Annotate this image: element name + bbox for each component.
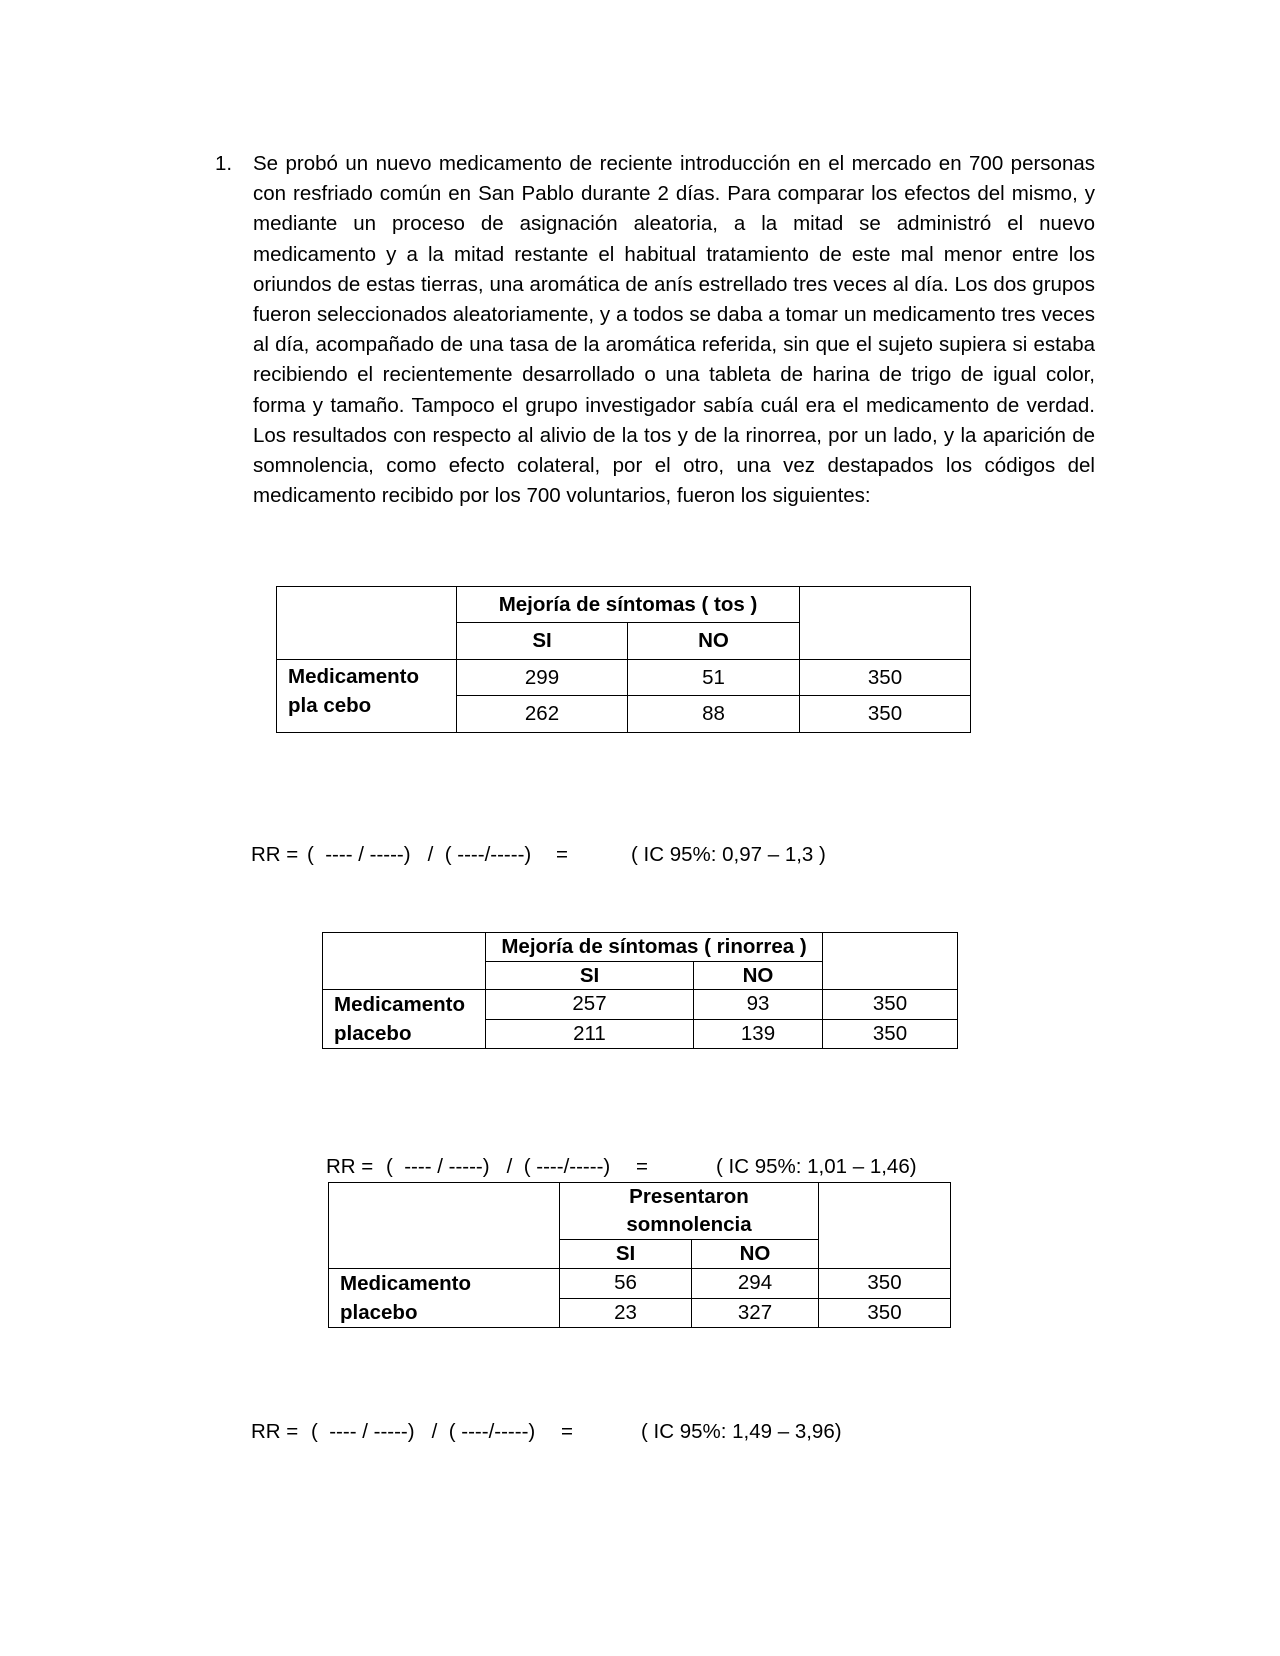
table-cell: 93 (694, 990, 823, 1020)
rr-equals: = (561, 1420, 573, 1443)
table-cell: 350 (800, 660, 971, 696)
rr-label: RR = (251, 843, 299, 866)
col-no: NO (694, 962, 823, 990)
table-cell: 327 (692, 1298, 819, 1328)
rr-equals: = (556, 843, 568, 866)
table-corner (277, 587, 457, 660)
table-tos (276, 586, 971, 733)
question-text: Se probó un nuevo medicamento de reciente introducción en el mercado en 700 personas con resfriado común en San Pablo durante 2 días. Para comparar los efectos del mismo, y mediante un proceso de asignación aleatoria, a la mitad se administró el nuevo medicamento y a la mitad restante el habitual tratamiento de este mal menor entre los oriundos de estas tierras, una aromática de anís estrellado tres veces al día. Los dos grupos fueron seleccionados aleatoriamente, y a todos se daba a tomar un medicamento tres veces al día, acompañado de una tasa de la aromática referida, sin que el sujeto supiera si estaba recibiendo el recientemente desarrollado o una tableta de harina de trigo de igual color, forma y tamaño. Tampoco el grupo investigador sabía cuál era el medicamento de verdad. Los resultados con respecto al alivio de la tos y de la rinorrea, por un lado, y la aparición de somnolencia, como efecto colateral, por el otro, una vez destapados los códigos del medicamento recibido por los 700 voluntarios, fueron los siguientes: (253, 152, 1095, 508)
table-header: Mejoría de síntomas ( rinorrea ) (486, 933, 823, 962)
table-cell: 139 (694, 1019, 823, 1049)
header-line-1: Presentaron (629, 1185, 749, 1208)
rr-ci: ( IC 95%: 0,97 – 1,3 ) (631, 843, 826, 866)
rr-label: RR = (251, 1420, 299, 1443)
col-si: SI (486, 962, 694, 990)
rr-formula-3 (251, 1420, 842, 1540)
table-cell: 350 (819, 1269, 951, 1299)
table-cell: 51 (628, 660, 800, 696)
table-cell: 262 (457, 696, 628, 733)
row-label-placebo: pla cebo (288, 694, 372, 717)
table-cell: 350 (823, 990, 958, 1020)
table-cell: 299 (457, 660, 628, 696)
row-label-placebo: placebo (334, 1022, 412, 1045)
row-labels (329, 1269, 560, 1328)
row-labels (323, 990, 486, 1049)
col-si: SI (457, 623, 628, 660)
table-header: Mejoría de síntomas ( tos ) (457, 587, 800, 623)
header-line-2: somnolencia (626, 1213, 752, 1236)
table-cell: 211 (486, 1019, 694, 1049)
table-cell: 56 (560, 1269, 692, 1299)
table-header (560, 1183, 819, 1240)
rr-expression: ( ---- / -----) / ( ----/-----) (386, 1155, 611, 1178)
table-somnolencia (328, 1182, 951, 1328)
row-label-medicamento: Medicamento (334, 993, 465, 1016)
table-cell: 88 (628, 696, 800, 733)
table-cell: 350 (823, 1019, 958, 1049)
table-cell: 257 (486, 990, 694, 1020)
col-si: SI (560, 1240, 692, 1269)
table-rinorrea (322, 932, 958, 1049)
table-total-header (823, 933, 958, 990)
rr-label: RR = (326, 1155, 374, 1178)
question-number: 1. (215, 152, 233, 175)
col-no: NO (692, 1240, 819, 1269)
table-cell: 350 (819, 1298, 951, 1328)
table-corner (329, 1183, 560, 1269)
row-label-medicamento: Medicamento (340, 1272, 471, 1295)
rr-ci: ( IC 95%: 1,49 – 3,96) (641, 1420, 842, 1443)
row-label-medicamento: Medicamento (288, 665, 419, 688)
row-labels (277, 660, 457, 733)
table-cell: 350 (800, 696, 971, 733)
table-cell: 294 (692, 1269, 819, 1299)
table-corner (323, 933, 486, 990)
table-total-header (819, 1183, 951, 1269)
rr-expression: ( ---- / -----) / ( ----/-----) (307, 843, 532, 866)
row-label-placebo: placebo (340, 1301, 418, 1324)
col-no: NO (628, 623, 800, 660)
rr-equals: = (636, 1155, 648, 1178)
rr-ci: ( IC 95%: 1,01 – 1,46) (716, 1155, 917, 1178)
rr-expression: ( ---- / -----) / ( ----/-----) (311, 1420, 536, 1443)
table-total-header (800, 587, 971, 660)
table-cell: 23 (560, 1298, 692, 1328)
